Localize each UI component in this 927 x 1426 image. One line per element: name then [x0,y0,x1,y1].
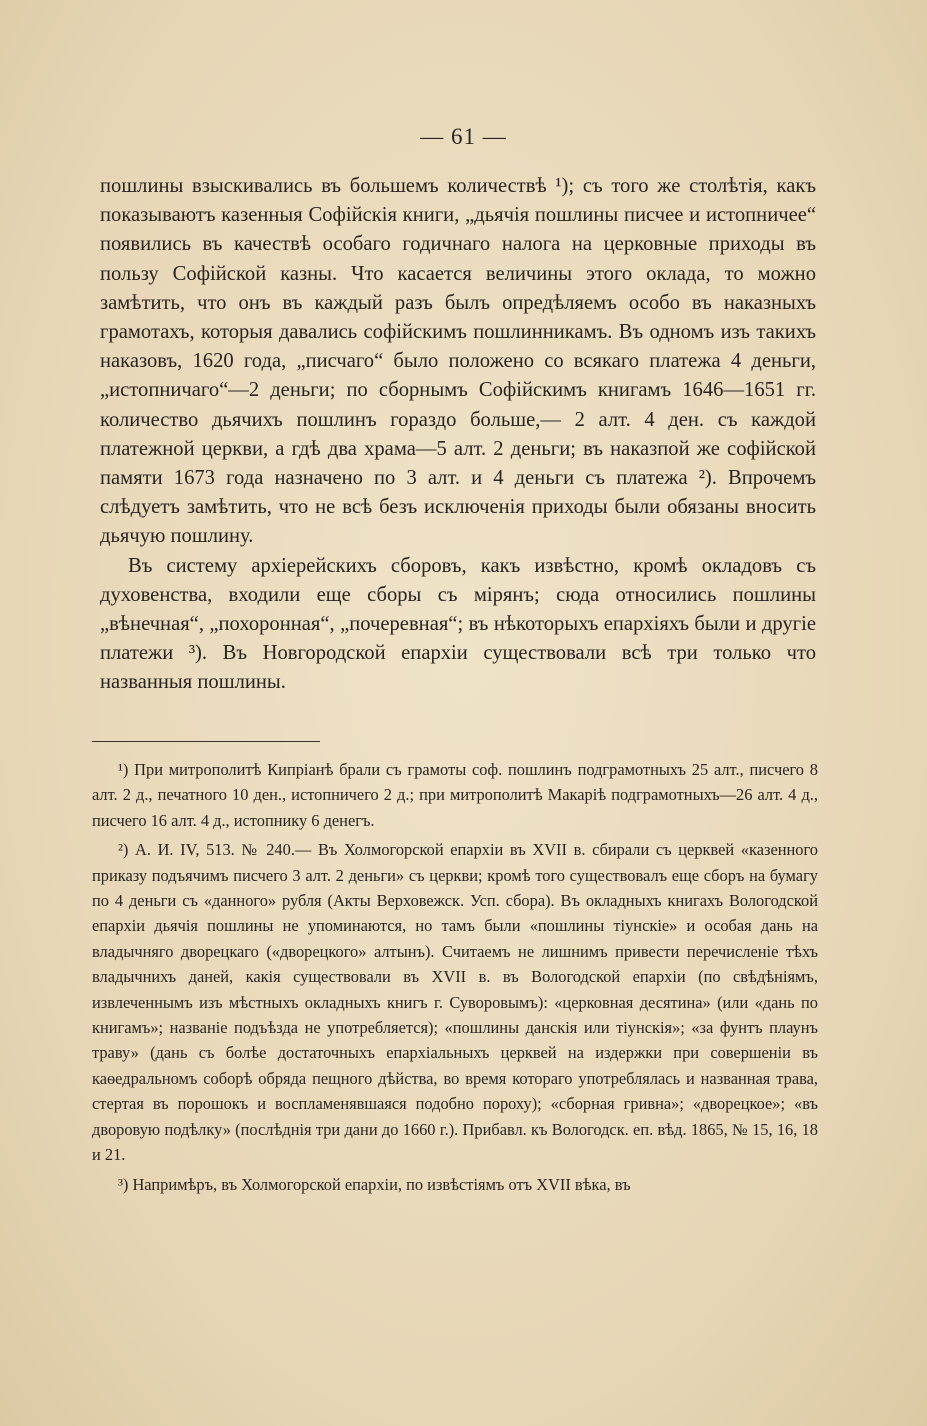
page-number: — 61 — [420,124,507,149]
footnote-1: ¹) При митрополитѣ Кипріанѣ брали съ грамоты соф. пошлинъ подграмотныхъ 25 алт., писчего 8 алт. 2 д., печатного 10 ден., истопничего 2 д.; при митрополитѣ Макаріѣ подграмотныхъ—26 алт. 4 д., писчего 16 алт. 4 д., истопнику 6 денегъ. [92,760,818,830]
footnote-divider [92,741,320,742]
main-text [100,172,816,698]
footnotes [92,757,818,1201]
paragraph-2: Въ систему архіерейскихъ сборовъ, какъ извѣстно, кромѣ окладовъ съ духовенства, входили еще сборы съ мірянъ; сюда относились пошлины „вѣнечная“, „похоронная“, „почеревная“; въ нѣкоторыхъ епархіяхъ были и другіе платежи ³). Въ Новгородской епархіи существовали всѣ три только что названныя пошлины. [100,554,816,694]
footnote-2: ²) А. И. IV, 513. № 240.— Въ Холмогорской епархіи въ XVII в. сбирали съ церквей «казенного приказу подъячимъ писчего 3 алт. 2 деньги» съ церкви; кромѣ того существовалъ еще сборъ на бумагу по 4 деньги съ «данного» рубля (Акты Верховежск. Усп. сбора). Въ окладныхъ книгахъ Вологодской епархіи дьячія пошлины не упоминаются, но тамъ были «пошлины тіунскіе» и особая дань на владычняго дворецкаго («дворецкого» алтынъ). Считаемъ не лишнимъ привести перечисленіе тѣхъ владычнихъ даней, какія существовали въ XVII в. въ Вологодской епархіи (по свѣдѣніямъ, извлеченнымъ изъ мѣстныхъ окладныхъ книгъ г. Суворовымъ): «церковная десятина» (или «дань по книгамъ»; названіе подъѣзда не употребляется); «пошлины данскія или тіунскія»; «за фунтъ плаунъ траву» (дань съ болѣе достаточныхъ епархіальныхъ церквей на издержки при совершеніи въ каѳедральномъ соборѣ обряда пещного дѣйства, во время котораго употреблялась и названная трава, стертая въ порошокъ и воспламенявшаяся подобно пороху); «сборная гривна»; «дворецкое»; «въ дворовую подѣлку» (послѣднія три дани до 1660 г.). Прибавл. къ Вологодск. еп. вѣд. 1865, № 15, 16, 18 и 21. [92,840,818,1165]
footnote-3: ³) Напримѣръ, въ Холмогорской епархіи, по извѣстіямъ отъ XVII вѣка, въ [118,1174,631,1194]
paragraph-1: пошлины взыскивались въ большемъ количествѣ ¹); съ того же столѣтія, какъ показываютъ казенныя Софійскія книги, „дьячія пошлины писчее и истопничее“ появились въ качествѣ особаго годичнаго налога на церковные приходы въ пользу Софійской казны. Что касается величины этого оклада, то можно замѣтить, что онъ въ каждый разъ былъ опредѣляемъ особо въ наказныхъ грамотахъ, которыя давались софійскимъ пошлинникамъ. Въ одномъ изъ такихъ наказовъ, 1620 года, „писчаго“ было положено со всякаго платежа 4 деньги, „истопничаго“—2 деньги; по сборнымъ Софійскимъ книгамъ 1646—1651 гг. количество дьячихъ пошлинъ гораздо больше,— 2 алт. 4 ден. съ каждой платежной церкви, а гдѣ два храма—5 алт. 2 деньги; въ наказпой же софійской памяти 1673 года назначено по 3 алт. и 4 деньги съ платежа ²). Впрочемъ слѣдуетъ замѣтить, что не всѣ безъ исключенія приходы были обязаны вносить дьячую пошлину. [100,175,816,548]
